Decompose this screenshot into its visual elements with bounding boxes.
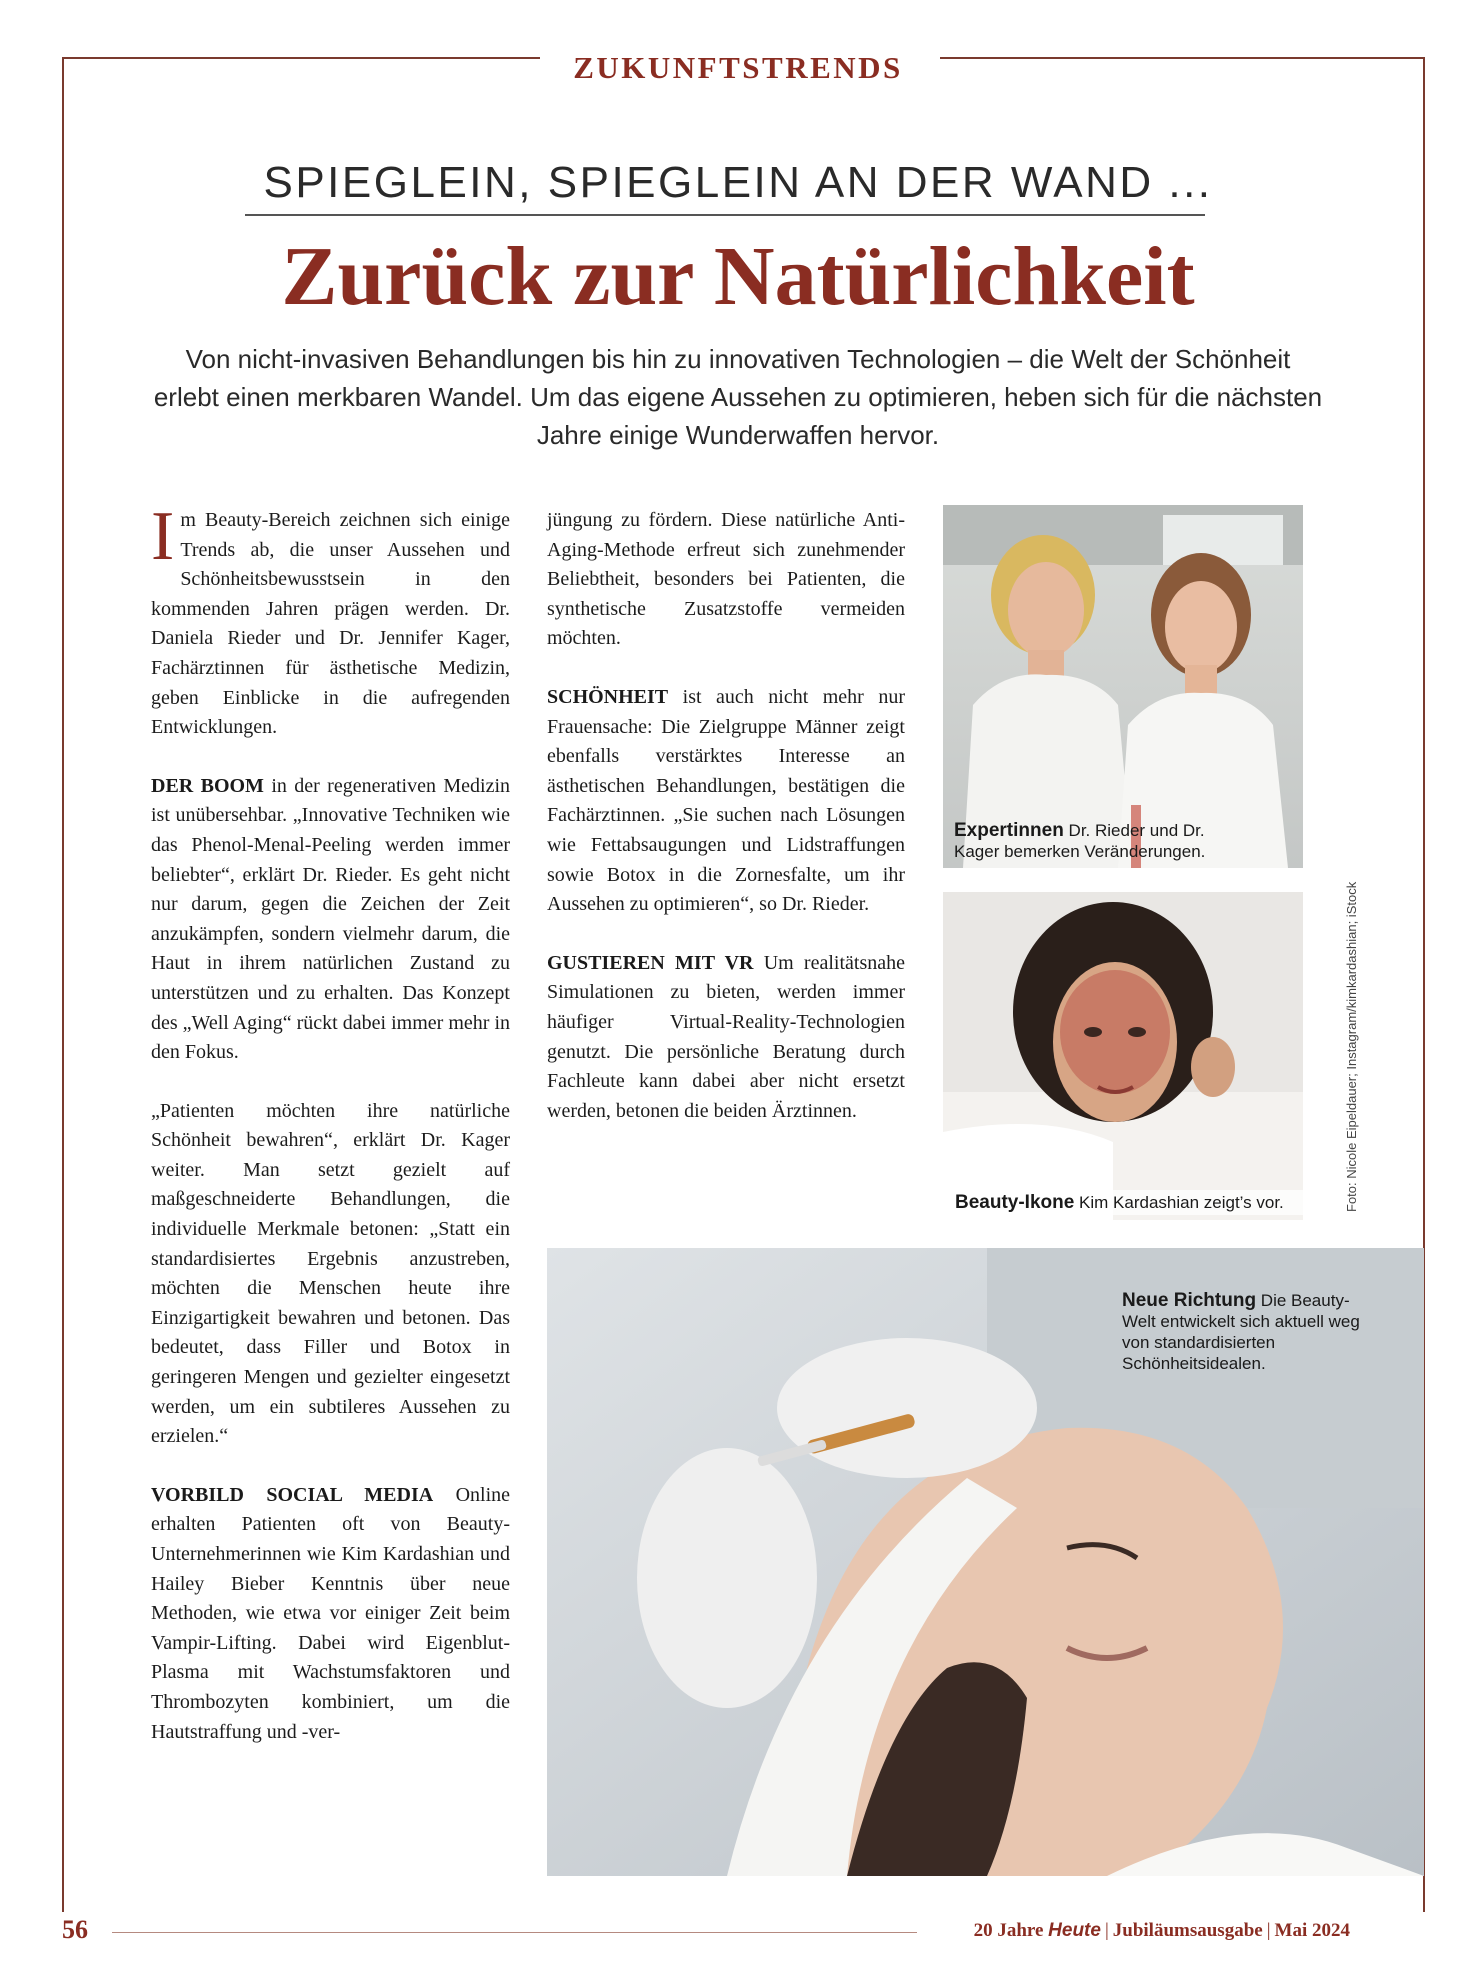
paragraph-text: jüngung zu fördern. Diese natürliche Anti-Aging-Methode erfreut sich zunehmender Beliebtheit, besonders bei Patienten, die synthetische Zusatzstoffe vermeiden möchten. [547,509,905,650]
paragraph-text: in der regenerativen Medizin ist unübersehbar. „Innovative Techniken wie das Phenol-Menal-Peeling werden immer beliebter“, erklärt Dr. Rieder. Es geht nicht nur darum, gegen die Zeichen der Zeit anzukämpfen, sondern vielmehr darum, die Haut in ihrem natürlichen Zustand zu unterstützen und zu erhalten. Das Konzept des „Well Aging“ rückt dabei immer mehr in den Fokus. [151,774,510,1064]
experts-image [943,505,1303,868]
kicker-heading: SPIEGLEIN, SPIEGLEIN AN DER WAND ... [263,158,1213,207]
drop-cap: I [151,498,175,575]
paragraph-quote [151,1097,510,1452]
photo-credit-text: Foto: Nicole Eipeldauer; Instagram/kimkardashian; iStock [1344,881,1359,1212]
footer-separator: | [1104,1920,1109,1941]
frame-left [62,57,64,1912]
subhead-vr: GUSTIEREN MIT VR [547,951,754,974]
intro-text: Von nicht-invasiven Behandlungen bis hin zu innovativen Technologien – die Welt der Schönheit erlebt einen merkbaren Wandel. Um das eigene Aussehen zu optimieren, heben sich für die nächsten Jahre einige Wunderwaffen hervor. [153,344,1323,450]
paragraph-social-media [151,1481,510,1747]
paragraph-vr [547,949,905,1127]
paragraph-schoenheit [547,683,905,920]
caption-lead: Neue Richtung [1122,1290,1257,1311]
paragraph-boom [151,772,510,1068]
paragraph-text: m Beauty-Bereich zeichnen sich einige Trends ab, die unser Aussehen und Schönheitsbewusstsein in den kommenden Jahren prägen werden. Dr. Daniela Rieder und Dr. Jennifer Kager, Fachärztinnen für ästhetische Medizin, geben Einblicke in die aufregenden Entwicklungen. [151,509,510,739]
footer-brand: Heute [1048,1920,1101,1941]
headline: Zurück zur Natürlichkeit [281,230,1195,323]
section-label: ZUKUNFTSTRENDS [573,50,903,85]
footer-prefix: 20 Jahre [973,1920,1044,1941]
footer-date: Mai 2024 [1274,1920,1350,1941]
paragraph-text: ist auch nicht mehr nur Frauensache: Die Zielgruppe Männer zeigt ebenfalls verstärktes Interesse an ästhetischen Behandlungen, bestätigen die Fachärztinnen. „Sie suchen nach Lösungen wie Fettabsaugungen und Lidstraffungen sowie Botox in die Zornesfalte, um ihr Aussehen zu optimieren“, so Dr. Rieder. [547,685,905,916]
caption-experts [954,820,1244,862]
caption-lead: Beauty-Ikone [955,1192,1075,1213]
paragraph-continued [547,506,905,654]
page-number: 56 [62,1915,88,1944]
caption-text: Die Beauty-Welt entwickelt sich aktuell weg von standardisierten Schönheitsidealen. [1122,1291,1360,1373]
footer-edition: Jubiläumsausgabe [1112,1920,1263,1941]
paragraph-text: Um realitätsnahe Simulationen zu bieten, werden immer häufiger Virtual-Reality-Technologien genutzt. Die persönliche Beratung durch Fachleute kann dabei aber nicht ersetzt werden, betonen die beiden Ärztinnen. [547,951,905,1122]
footer-rule [112,1932,917,1933]
caption-new-direction [1122,1290,1362,1374]
footer-info [974,1920,1350,1942]
footer-separator: | [1266,1920,1271,1941]
caption-text: Kim Kardashian zeigt’s vor. [1074,1193,1284,1212]
caption-text: Dr. Rieder und Dr. Kager bemerken Veränderungen. [954,821,1206,861]
paragraph-intro [151,498,510,743]
caption-lead: Expertinnen [954,820,1064,841]
subhead-schoenheit: SCHÖNHEIT [547,685,669,708]
subhead-boom: DER BOOM [151,774,264,797]
beauty-icon-image [943,892,1303,1220]
paragraph-text: Online erhalten Patienten oft von Beauty-Unternehmerinnen wie Kim Kardashian und Hailey Bieber Kenntnis über neue Methoden, wie etwa vor einiger Zeit beim Vampir-Lifting. Dabei wird Eigenblut-Plasma mit Wachstumsfaktoren und Thrombozyten kombiniert, um die Hautstraffung und -ver- [151,1483,511,1743]
photo-beauty-icon [943,892,1303,1220]
article-column-1 [151,498,511,1747]
paragraph-text: „Patienten möchten ihre natürliche Schönheit bewahren“, erklärt Dr. Kager weiter. Man setzt gezielt auf maßgeschneiderte Behandlungen, die individuelle Merkmale betonen: „Statt ein standardisiertes Ergebnis anzustreben, möchten die Menschen heute ihre Einzigartigkeit bewahren und betonen. Das bedeutet, dass Filler und Botox in geringeren Mengen und gezielter eingesetzt werden, um ein subtileres Aussehen zu erzielen.“ [151,1099,510,1448]
photo-credit [1344,881,1364,1232]
subhead-social-media: VORBILD SOCIAL MEDIA [151,1483,434,1506]
photo-experts [943,505,1303,868]
kicker-rule [245,214,1205,216]
caption-beauty-icon [951,1190,1309,1215]
article-column-2 [547,506,905,1126]
